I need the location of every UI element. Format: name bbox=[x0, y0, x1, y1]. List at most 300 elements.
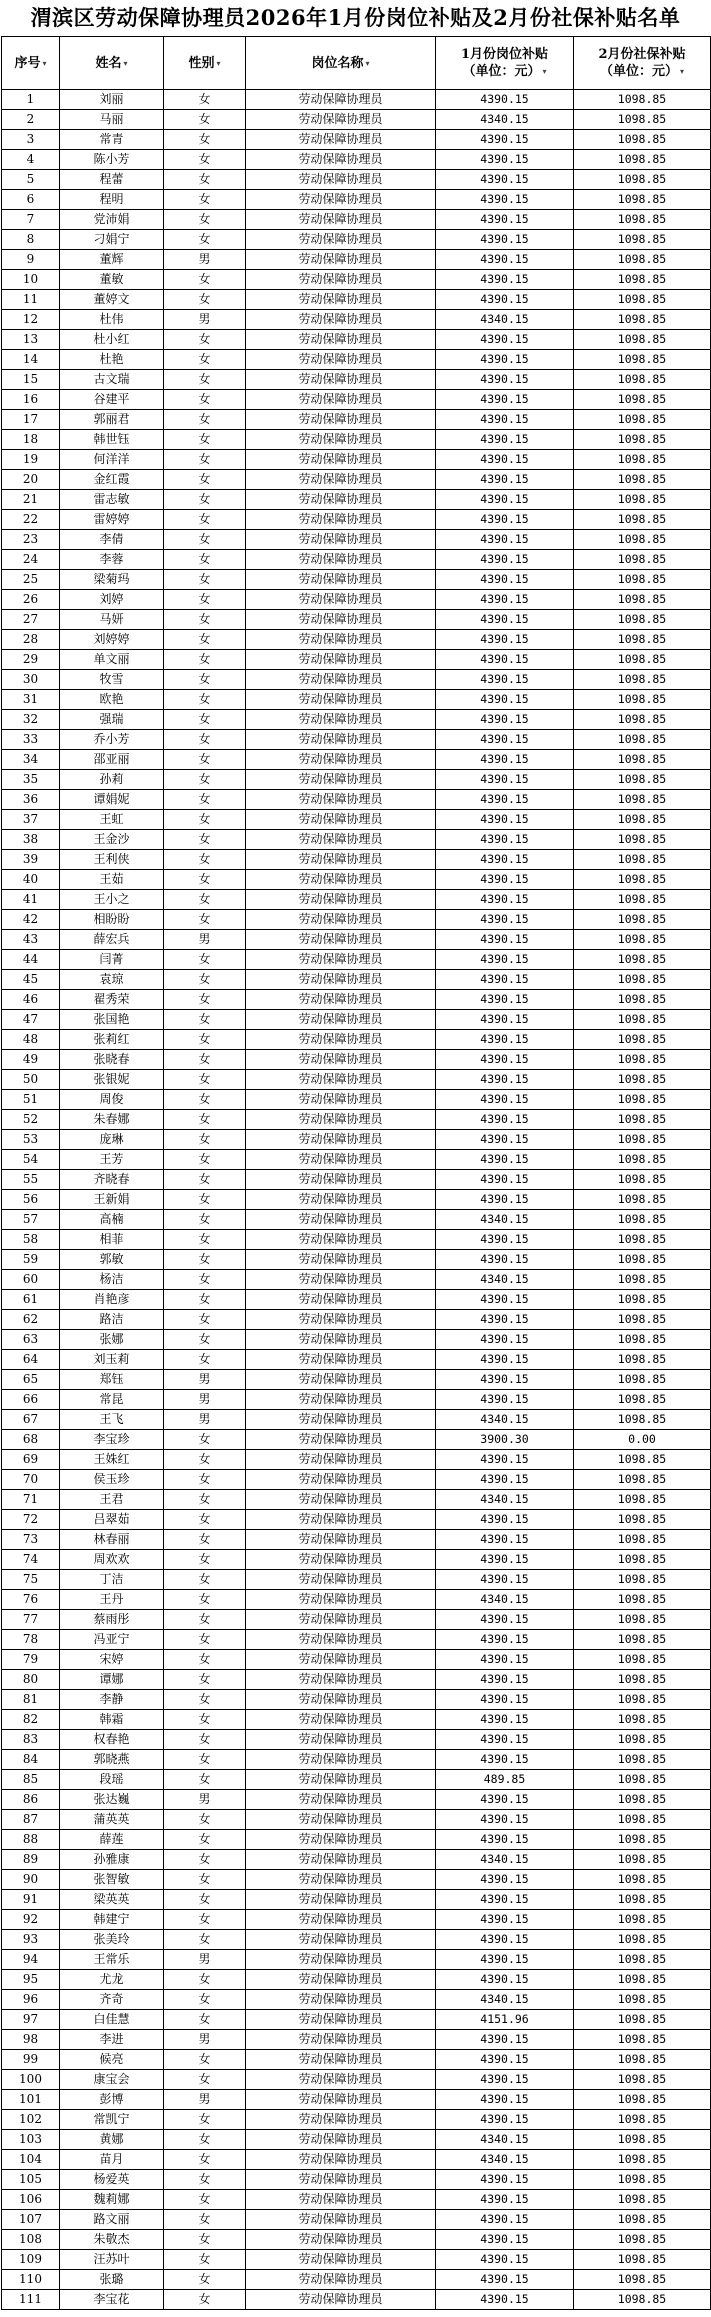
cell-position: 劳动保障协理员 bbox=[246, 2010, 436, 2030]
cell-feb-social: 1098.85 bbox=[574, 610, 711, 630]
cell-index: 104 bbox=[2, 2150, 60, 2170]
table-row bbox=[2, 2070, 711, 2090]
cell-jan-subsidy: 4390.15 bbox=[436, 910, 574, 930]
cell-name: 张国艳 bbox=[60, 1010, 164, 1030]
cell-position: 劳动保障协理员 bbox=[246, 1710, 436, 1730]
cell-position: 劳动保障协理员 bbox=[246, 1090, 436, 1110]
cell-name: 乔小芳 bbox=[60, 730, 164, 750]
cell-position: 劳动保障协理员 bbox=[246, 1110, 436, 1130]
header-name[interactable]: 姓名 ▾ bbox=[60, 37, 164, 90]
header-index[interactable]: 序号 ▾ bbox=[2, 37, 60, 90]
cell-jan-subsidy: 4390.15 bbox=[436, 2210, 574, 2230]
cell-name: 谷建平 bbox=[60, 390, 164, 410]
cell-gender: 女 bbox=[164, 410, 246, 430]
cell-index: 12 bbox=[2, 310, 60, 330]
cell-gender: 女 bbox=[164, 1430, 246, 1450]
cell-jan-subsidy: 4390.15 bbox=[436, 1470, 574, 1490]
cell-name: 张莉红 bbox=[60, 1030, 164, 1050]
cell-index: 58 bbox=[2, 1230, 60, 1250]
cell-feb-social: 1098.85 bbox=[574, 330, 711, 350]
cell-name: 刘婷婷 bbox=[60, 630, 164, 650]
table-row bbox=[2, 2230, 711, 2250]
cell-feb-social: 1098.85 bbox=[574, 1650, 711, 1670]
header-gender[interactable]: 性别 ▾ bbox=[164, 37, 246, 90]
cell-index: 9 bbox=[2, 250, 60, 270]
cell-name: 马丽 bbox=[60, 110, 164, 130]
cell-position: 劳动保障协理员 bbox=[246, 1730, 436, 1750]
cell-position: 劳动保障协理员 bbox=[246, 470, 436, 490]
cell-name: 程蕾 bbox=[60, 170, 164, 190]
cell-index: 80 bbox=[2, 1670, 60, 1690]
cell-gender: 男 bbox=[164, 1410, 246, 1430]
cell-gender: 女 bbox=[164, 390, 246, 410]
cell-gender: 女 bbox=[164, 1050, 246, 1070]
table-row bbox=[2, 1330, 711, 1350]
cell-position: 劳动保障协理员 bbox=[246, 1390, 436, 1410]
cell-position: 劳动保障协理员 bbox=[246, 1330, 436, 1350]
cell-name: 李倩 bbox=[60, 530, 164, 550]
cell-position: 劳动保障协理员 bbox=[246, 1270, 436, 1290]
cell-index: 55 bbox=[2, 1170, 60, 1190]
cell-jan-subsidy: 4390.15 bbox=[436, 1570, 574, 1590]
dropdown-arrow-icon[interactable]: ▾ bbox=[42, 57, 47, 68]
cell-name: 董辉 bbox=[60, 250, 164, 270]
cell-name: 薛莲 bbox=[60, 1830, 164, 1850]
cell-feb-social: 1098.85 bbox=[574, 1230, 711, 1250]
cell-index: 35 bbox=[2, 770, 60, 790]
cell-jan-subsidy: 4390.15 bbox=[436, 210, 574, 230]
cell-jan-subsidy: 4390.15 bbox=[436, 570, 574, 590]
cell-gender: 男 bbox=[164, 310, 246, 330]
cell-feb-social: 1098.85 bbox=[574, 950, 711, 970]
table-row bbox=[2, 310, 711, 330]
cell-position: 劳动保障协理员 bbox=[246, 790, 436, 810]
cell-position: 劳动保障协理员 bbox=[246, 970, 436, 990]
table-row bbox=[2, 2010, 711, 2030]
cell-jan-subsidy: 4340.15 bbox=[436, 1270, 574, 1290]
cell-gender: 女 bbox=[164, 790, 246, 810]
cell-gender: 女 bbox=[164, 530, 246, 550]
cell-position: 劳动保障协理员 bbox=[246, 1370, 436, 1390]
cell-jan-subsidy: 4390.15 bbox=[436, 550, 574, 570]
cell-position: 劳动保障协理员 bbox=[246, 1010, 436, 1030]
cell-jan-subsidy: 4390.15 bbox=[436, 1350, 574, 1370]
cell-position: 劳动保障协理员 bbox=[246, 1750, 436, 1770]
cell-name: 强瑞 bbox=[60, 710, 164, 730]
cell-jan-subsidy: 4390.15 bbox=[436, 2030, 574, 2050]
cell-jan-subsidy: 4390.15 bbox=[436, 1310, 574, 1330]
cell-gender: 女 bbox=[164, 1610, 246, 1630]
cell-feb-social: 1098.85 bbox=[574, 1450, 711, 1470]
cell-feb-social: 1098.85 bbox=[574, 1090, 711, 1110]
table-row bbox=[2, 2270, 711, 2290]
cell-position: 劳动保障协理员 bbox=[246, 1810, 436, 1830]
table-row bbox=[2, 1430, 711, 1450]
cell-index: 30 bbox=[2, 670, 60, 690]
cell-name: 吕翠茹 bbox=[60, 1510, 164, 1530]
table-row bbox=[2, 1530, 711, 1550]
cell-name: 王芳 bbox=[60, 1150, 164, 1170]
cell-jan-subsidy: 4390.15 bbox=[436, 810, 574, 830]
table-row bbox=[2, 650, 711, 670]
cell-index: 25 bbox=[2, 570, 60, 590]
cell-gender: 女 bbox=[164, 1110, 246, 1130]
cell-jan-subsidy: 4390.15 bbox=[436, 1170, 574, 1190]
cell-name: 王飞 bbox=[60, 1410, 164, 1430]
cell-position: 劳动保障协理员 bbox=[246, 730, 436, 750]
table-row bbox=[2, 570, 711, 590]
cell-index: 37 bbox=[2, 810, 60, 830]
dropdown-arrow-icon[interactable]: ▾ bbox=[123, 57, 128, 68]
cell-name: 肖艳彦 bbox=[60, 1290, 164, 1310]
cell-gender: 女 bbox=[164, 1350, 246, 1370]
cell-position: 劳动保障协理员 bbox=[246, 230, 436, 250]
subsidy-table bbox=[1, 36, 711, 2310]
cell-position: 劳动保障协理员 bbox=[246, 1310, 436, 1330]
cell-gender: 女 bbox=[164, 2270, 246, 2290]
cell-gender: 女 bbox=[164, 1190, 246, 1210]
cell-name: 王金沙 bbox=[60, 830, 164, 850]
cell-index: 45 bbox=[2, 970, 60, 990]
cell-index: 56 bbox=[2, 1190, 60, 1210]
cell-jan-subsidy: 4390.15 bbox=[436, 250, 574, 270]
table-row bbox=[2, 1670, 711, 1690]
cell-position: 劳动保障协理员 bbox=[246, 1210, 436, 1230]
cell-gender: 女 bbox=[164, 1990, 246, 2010]
cell-jan-subsidy: 4390.15 bbox=[436, 1250, 574, 1270]
cell-position: 劳动保障协理员 bbox=[246, 1230, 436, 1250]
cell-position: 劳动保障协理员 bbox=[246, 930, 436, 950]
cell-position: 劳动保障协理员 bbox=[246, 690, 436, 710]
table-row bbox=[2, 1990, 711, 2010]
cell-gender: 女 bbox=[164, 2010, 246, 2030]
cell-name: 王丹 bbox=[60, 1590, 164, 1610]
table-row bbox=[2, 250, 711, 270]
cell-feb-social: 1098.85 bbox=[574, 550, 711, 570]
cell-position: 劳动保障协理员 bbox=[246, 630, 436, 650]
cell-position: 劳动保障协理员 bbox=[246, 410, 436, 430]
cell-jan-subsidy: 4390.15 bbox=[436, 130, 574, 150]
cell-name: 党沛娟 bbox=[60, 210, 164, 230]
cell-jan-subsidy: 4390.15 bbox=[436, 1130, 574, 1150]
cell-position: 劳动保障协理员 bbox=[246, 1170, 436, 1190]
cell-name: 刘丽 bbox=[60, 90, 164, 110]
cell-name: 李宝珍 bbox=[60, 1430, 164, 1450]
cell-jan-subsidy: 4390.15 bbox=[436, 190, 574, 210]
cell-gender: 女 bbox=[164, 750, 246, 770]
table-row bbox=[2, 1310, 711, 1330]
cell-name: 林春丽 bbox=[60, 1530, 164, 1550]
cell-position: 劳动保障协理员 bbox=[246, 1510, 436, 1530]
cell-gender: 女 bbox=[164, 1870, 246, 1890]
cell-position: 劳动保障协理员 bbox=[246, 710, 436, 730]
cell-gender: 女 bbox=[164, 2050, 246, 2070]
cell-gender: 女 bbox=[164, 370, 246, 390]
table-row bbox=[2, 1510, 711, 1530]
cell-jan-subsidy: 4340.15 bbox=[436, 1210, 574, 1230]
cell-index: 50 bbox=[2, 1070, 60, 1090]
cell-feb-social: 1098.85 bbox=[574, 2070, 711, 2090]
cell-name: 王姝红 bbox=[60, 1450, 164, 1470]
cell-jan-subsidy: 4390.15 bbox=[436, 1150, 574, 1170]
table-row bbox=[2, 1770, 711, 1790]
dropdown-arrow-icon[interactable]: ▾ bbox=[542, 66, 547, 76]
cell-name: 董婷文 bbox=[60, 290, 164, 310]
cell-feb-social: 1098.85 bbox=[574, 290, 711, 310]
cell-index: 71 bbox=[2, 1490, 60, 1510]
cell-name: 朱春娜 bbox=[60, 1110, 164, 1130]
dropdown-arrow-icon[interactable]: ▾ bbox=[365, 57, 370, 68]
cell-name: 彭博 bbox=[60, 2090, 164, 2110]
cell-index: 83 bbox=[2, 1730, 60, 1750]
cell-gender: 男 bbox=[164, 1390, 246, 1410]
table-row bbox=[2, 230, 711, 250]
cell-position: 劳动保障协理员 bbox=[246, 390, 436, 410]
cell-feb-social: 1098.85 bbox=[574, 2010, 711, 2030]
table-row bbox=[2, 1250, 711, 1270]
cell-position: 劳动保障协理员 bbox=[246, 670, 436, 690]
cell-feb-social: 1098.85 bbox=[574, 170, 711, 190]
cell-gender: 女 bbox=[164, 2170, 246, 2190]
cell-jan-subsidy: 4390.15 bbox=[436, 930, 574, 950]
cell-name: 汪苏叶 bbox=[60, 2250, 164, 2270]
table-row bbox=[2, 2210, 711, 2230]
cell-gender: 男 bbox=[164, 1950, 246, 1970]
cell-jan-subsidy: 4390.15 bbox=[436, 1010, 574, 1030]
table-row bbox=[2, 1130, 711, 1150]
cell-index: 11 bbox=[2, 290, 60, 310]
cell-position: 劳动保障协理员 bbox=[246, 1530, 436, 1550]
cell-gender: 女 bbox=[164, 1630, 246, 1650]
cell-name: 康宝会 bbox=[60, 2070, 164, 2090]
cell-feb-social: 1098.85 bbox=[574, 1270, 711, 1290]
cell-gender: 女 bbox=[164, 2070, 246, 2090]
cell-index: 2 bbox=[2, 110, 60, 130]
cell-feb-social: 1098.85 bbox=[574, 1710, 711, 1730]
cell-gender: 女 bbox=[164, 1690, 246, 1710]
cell-index: 100 bbox=[2, 2070, 60, 2090]
cell-gender: 女 bbox=[164, 1230, 246, 1250]
cell-position: 劳动保障协理员 bbox=[246, 1150, 436, 1170]
cell-feb-social: 1098.85 bbox=[574, 1490, 711, 1510]
cell-jan-subsidy: 4390.15 bbox=[436, 1870, 574, 1890]
cell-jan-subsidy: 4340.15 bbox=[436, 2150, 574, 2170]
cell-index: 91 bbox=[2, 1890, 60, 1910]
table-row bbox=[2, 150, 711, 170]
cell-index: 24 bbox=[2, 550, 60, 570]
cell-feb-social: 1098.85 bbox=[574, 670, 711, 690]
cell-jan-subsidy: 4390.15 bbox=[436, 2230, 574, 2250]
cell-index: 105 bbox=[2, 2170, 60, 2190]
cell-gender: 女 bbox=[164, 2210, 246, 2230]
cell-gender: 女 bbox=[164, 730, 246, 750]
cell-gender: 女 bbox=[164, 810, 246, 830]
cell-jan-subsidy: 4390.15 bbox=[436, 670, 574, 690]
cell-name: 李进 bbox=[60, 2030, 164, 2050]
cell-feb-social: 1098.85 bbox=[574, 1950, 711, 1970]
header-feb-social[interactable]: 2月份社保补贴 （单位：元） ▾ bbox=[574, 37, 711, 90]
cell-position: 劳动保障协理员 bbox=[246, 1430, 436, 1450]
cell-name: 白佳慧 bbox=[60, 2010, 164, 2030]
cell-name: 刘玉莉 bbox=[60, 1350, 164, 1370]
cell-index: 10 bbox=[2, 270, 60, 290]
cell-gender: 女 bbox=[164, 1830, 246, 1850]
cell-position: 劳动保障协理员 bbox=[246, 2130, 436, 2150]
cell-gender: 女 bbox=[164, 230, 246, 250]
cell-gender: 女 bbox=[164, 1890, 246, 1910]
cell-name: 董敏 bbox=[60, 270, 164, 290]
cell-position: 劳动保障协理员 bbox=[246, 750, 436, 770]
table-row bbox=[2, 1710, 711, 1730]
cell-index: 4 bbox=[2, 150, 60, 170]
table-row bbox=[2, 130, 711, 150]
cell-name: 孙莉 bbox=[60, 770, 164, 790]
table-row bbox=[2, 1870, 711, 1890]
cell-position: 劳动保障协理员 bbox=[246, 1830, 436, 1850]
cell-feb-social: 1098.85 bbox=[574, 2250, 711, 2270]
cell-name: 袁琼 bbox=[60, 970, 164, 990]
cell-gender: 女 bbox=[164, 1730, 246, 1750]
cell-name: 郭丽君 bbox=[60, 410, 164, 430]
dropdown-arrow-icon[interactable]: ▾ bbox=[680, 66, 685, 76]
cell-name: 杜伟 bbox=[60, 310, 164, 330]
cell-name: 王虹 bbox=[60, 810, 164, 830]
cell-index: 22 bbox=[2, 510, 60, 530]
table-row bbox=[2, 1470, 711, 1490]
table-row bbox=[2, 1110, 711, 1130]
cell-feb-social: 1098.85 bbox=[574, 1550, 711, 1570]
cell-index: 41 bbox=[2, 890, 60, 910]
cell-feb-social: 1098.85 bbox=[574, 110, 711, 130]
cell-jan-subsidy: 4390.15 bbox=[436, 2070, 574, 2090]
cell-gender: 女 bbox=[164, 690, 246, 710]
cell-jan-subsidy: 4340.15 bbox=[436, 2130, 574, 2150]
header-jan-subsidy[interactable]: 1月份岗位补贴 （单位：元） ▾ bbox=[436, 37, 574, 90]
cell-gender: 女 bbox=[164, 2150, 246, 2170]
cell-jan-subsidy: 4390.15 bbox=[436, 610, 574, 630]
cell-index: 88 bbox=[2, 1830, 60, 1850]
cell-name: 王利侠 bbox=[60, 850, 164, 870]
cell-name: 侯玉珍 bbox=[60, 1470, 164, 1490]
cell-feb-social: 1098.85 bbox=[574, 2030, 711, 2050]
cell-name: 蒲英英 bbox=[60, 1810, 164, 1830]
cell-feb-social: 1098.85 bbox=[574, 430, 711, 450]
cell-jan-subsidy: 4390.15 bbox=[436, 770, 574, 790]
cell-feb-social: 1098.85 bbox=[574, 1330, 711, 1350]
cell-feb-social: 1098.85 bbox=[574, 1470, 711, 1490]
cell-gender: 女 bbox=[164, 150, 246, 170]
cell-jan-subsidy: 4390.15 bbox=[436, 1650, 574, 1670]
cell-index: 44 bbox=[2, 950, 60, 970]
cell-feb-social: 1098.85 bbox=[574, 1670, 711, 1690]
table-row bbox=[2, 1850, 711, 1870]
cell-feb-social: 0.00 bbox=[574, 1430, 711, 1450]
cell-feb-social: 1098.85 bbox=[574, 2190, 711, 2210]
header-position[interactable]: 岗位名称 ▾ bbox=[246, 37, 436, 90]
cell-index: 31 bbox=[2, 690, 60, 710]
cell-position: 劳动保障协理员 bbox=[246, 570, 436, 590]
cell-position: 劳动保障协理员 bbox=[246, 110, 436, 130]
cell-jan-subsidy: 4390.15 bbox=[436, 510, 574, 530]
cell-name: 齐晓春 bbox=[60, 1170, 164, 1190]
cell-gender: 女 bbox=[164, 1930, 246, 1950]
table-row bbox=[2, 710, 711, 730]
cell-gender: 女 bbox=[164, 1550, 246, 1570]
cell-name: 郑钰 bbox=[60, 1370, 164, 1390]
cell-jan-subsidy: 4390.15 bbox=[436, 630, 574, 650]
cell-jan-subsidy: 4390.15 bbox=[436, 1090, 574, 1110]
cell-gender: 女 bbox=[164, 830, 246, 850]
cell-feb-social: 1098.85 bbox=[574, 370, 711, 390]
cell-feb-social: 1098.85 bbox=[574, 2110, 711, 2130]
cell-position: 劳动保障协理员 bbox=[246, 650, 436, 670]
cell-index: 57 bbox=[2, 1210, 60, 1230]
cell-position: 劳动保障协理员 bbox=[246, 1410, 436, 1430]
cell-position: 劳动保障协理员 bbox=[246, 990, 436, 1010]
table-row bbox=[2, 590, 711, 610]
cell-name: 王常乐 bbox=[60, 1950, 164, 1970]
cell-jan-subsidy: 4390.15 bbox=[436, 850, 574, 870]
cell-index: 92 bbox=[2, 1910, 60, 1930]
table-row bbox=[2, 670, 711, 690]
cell-index: 18 bbox=[2, 430, 60, 450]
table-row bbox=[2, 1090, 711, 1110]
cell-name: 路洁 bbox=[60, 1310, 164, 1330]
cell-name: 金红霞 bbox=[60, 470, 164, 490]
cell-position: 劳动保障协理员 bbox=[246, 2050, 436, 2070]
cell-name: 梁菊玛 bbox=[60, 570, 164, 590]
cell-feb-social: 1098.85 bbox=[574, 970, 711, 990]
cell-jan-subsidy: 4390.15 bbox=[436, 1750, 574, 1770]
cell-jan-subsidy: 4390.15 bbox=[436, 970, 574, 990]
cell-index: 32 bbox=[2, 710, 60, 730]
cell-jan-subsidy: 4390.15 bbox=[436, 830, 574, 850]
cell-gender: 女 bbox=[164, 1030, 246, 1050]
table-row bbox=[2, 950, 711, 970]
cell-gender: 女 bbox=[164, 470, 246, 490]
cell-position: 劳动保障协理员 bbox=[246, 2110, 436, 2130]
cell-index: 111 bbox=[2, 2290, 60, 2310]
cell-jan-subsidy: 4390.15 bbox=[436, 1970, 574, 1990]
cell-index: 79 bbox=[2, 1650, 60, 1670]
cell-jan-subsidy: 4390.15 bbox=[436, 1390, 574, 1410]
cell-feb-social: 1098.85 bbox=[574, 1150, 711, 1170]
table-row bbox=[2, 1210, 711, 1230]
cell-feb-social: 1098.85 bbox=[574, 1070, 711, 1090]
cell-index: 27 bbox=[2, 610, 60, 630]
cell-index: 47 bbox=[2, 1010, 60, 1030]
cell-position: 劳动保障协理员 bbox=[246, 330, 436, 350]
table-row bbox=[2, 550, 711, 570]
cell-position: 劳动保障协理员 bbox=[246, 1670, 436, 1690]
dropdown-arrow-icon[interactable]: ▾ bbox=[216, 57, 221, 68]
table-row bbox=[2, 1450, 711, 1470]
cell-index: 3 bbox=[2, 130, 60, 150]
table-row bbox=[2, 1170, 711, 1190]
cell-feb-social: 1098.85 bbox=[574, 1750, 711, 1770]
cell-gender: 女 bbox=[164, 1850, 246, 1870]
cell-position: 劳动保障协理员 bbox=[246, 1350, 436, 1370]
cell-jan-subsidy: 4390.15 bbox=[436, 490, 574, 510]
cell-index: 54 bbox=[2, 1150, 60, 1170]
cell-name: 翟秀荣 bbox=[60, 990, 164, 1010]
cell-index: 68 bbox=[2, 1430, 60, 1450]
cell-gender: 女 bbox=[164, 510, 246, 530]
cell-index: 63 bbox=[2, 1330, 60, 1350]
cell-name: 王茹 bbox=[60, 870, 164, 890]
cell-name: 尤龙 bbox=[60, 1970, 164, 1990]
table-row bbox=[2, 290, 711, 310]
